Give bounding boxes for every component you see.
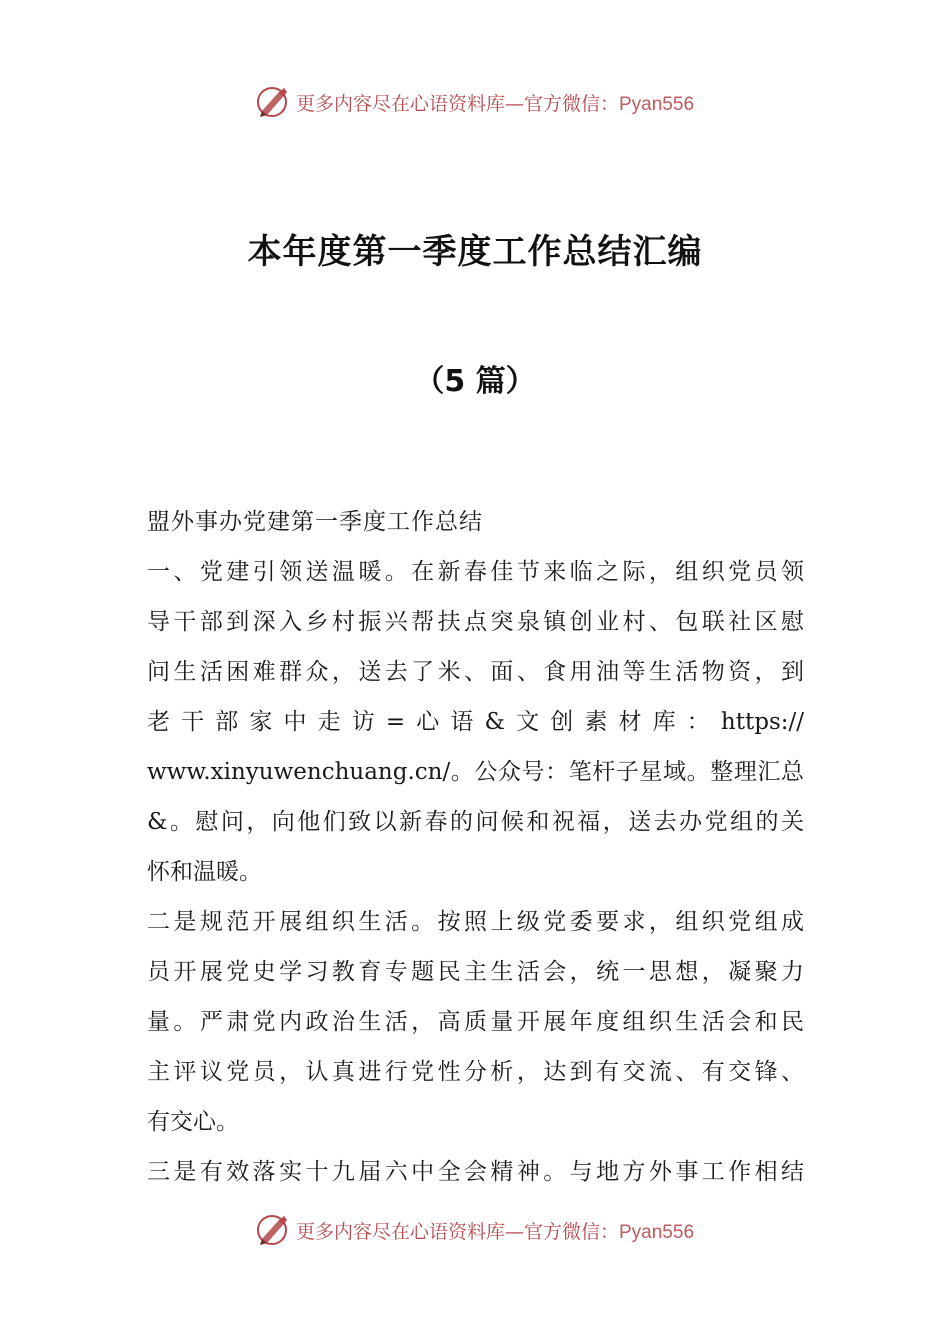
section-heading: 盟外事办党建第一季度工作总结 <box>147 509 483 535</box>
paragraph-line: 有交心。 <box>147 1109 239 1135</box>
document-title: 本年度第一季度工作总结汇编 <box>247 232 703 272</box>
banner-text: 更多内容尽在心语资料库—官方微信：Pyan556 <box>295 92 695 115</box>
paragraph-line: 老干部家中走访=心语&文创素材库：https:// <box>147 709 804 735</box>
banner-text: 更多内容尽在心语资料库—官方微信：Pyan556 <box>295 1220 695 1243</box>
paragraph-line: 主评议党员，认真进行党性分析，达到有交流、有交锋、 <box>147 1059 804 1085</box>
paragraph-line: 量。严肃党内政治生活，高质量开展年度组织生活会和民 <box>147 1009 804 1035</box>
document-body <box>147 497 804 1197</box>
paragraph-line: 问生活困难群众，送去了米、面、食用油等生活物资，到 <box>147 659 804 685</box>
footer-banner <box>0 1208 950 1252</box>
pen-logo-icon <box>256 1213 290 1247</box>
paragraph-line: 导干部到深入乡村振兴帮扶点突泉镇创业村、包联社区慰 <box>147 609 804 635</box>
pen-logo-icon <box>256 85 290 119</box>
paragraph-line: 一、党建引领送温暖。在新春佳节来临之际，组织党员领 <box>147 559 804 585</box>
wechat-id: Pyan556 <box>619 93 695 115</box>
document-subtitle: （5 篇） <box>414 364 536 399</box>
paragraph-line: 怀和温暖。 <box>147 859 262 885</box>
header-banner <box>0 80 950 124</box>
paragraph-line: www.xinyuwenchuang.cn/。公众号：笔杆子星域。整理汇总 <box>147 759 804 785</box>
paragraph-line: 三是有效落实十九届六中全会精神。与地方外事工作相结 <box>147 1159 804 1185</box>
paragraph-line: 二是规范开展组织生活。按照上级党委要求，组织党组成 <box>147 909 804 935</box>
paragraph-line: 员开展党史学习教育专题民主生活会，统一思想，凝聚力 <box>147 959 804 985</box>
paragraph-line: &。慰问，向他们致以新春的问候和祝福，送去办党组的关 <box>147 809 804 835</box>
wechat-id: Pyan556 <box>619 1221 695 1243</box>
